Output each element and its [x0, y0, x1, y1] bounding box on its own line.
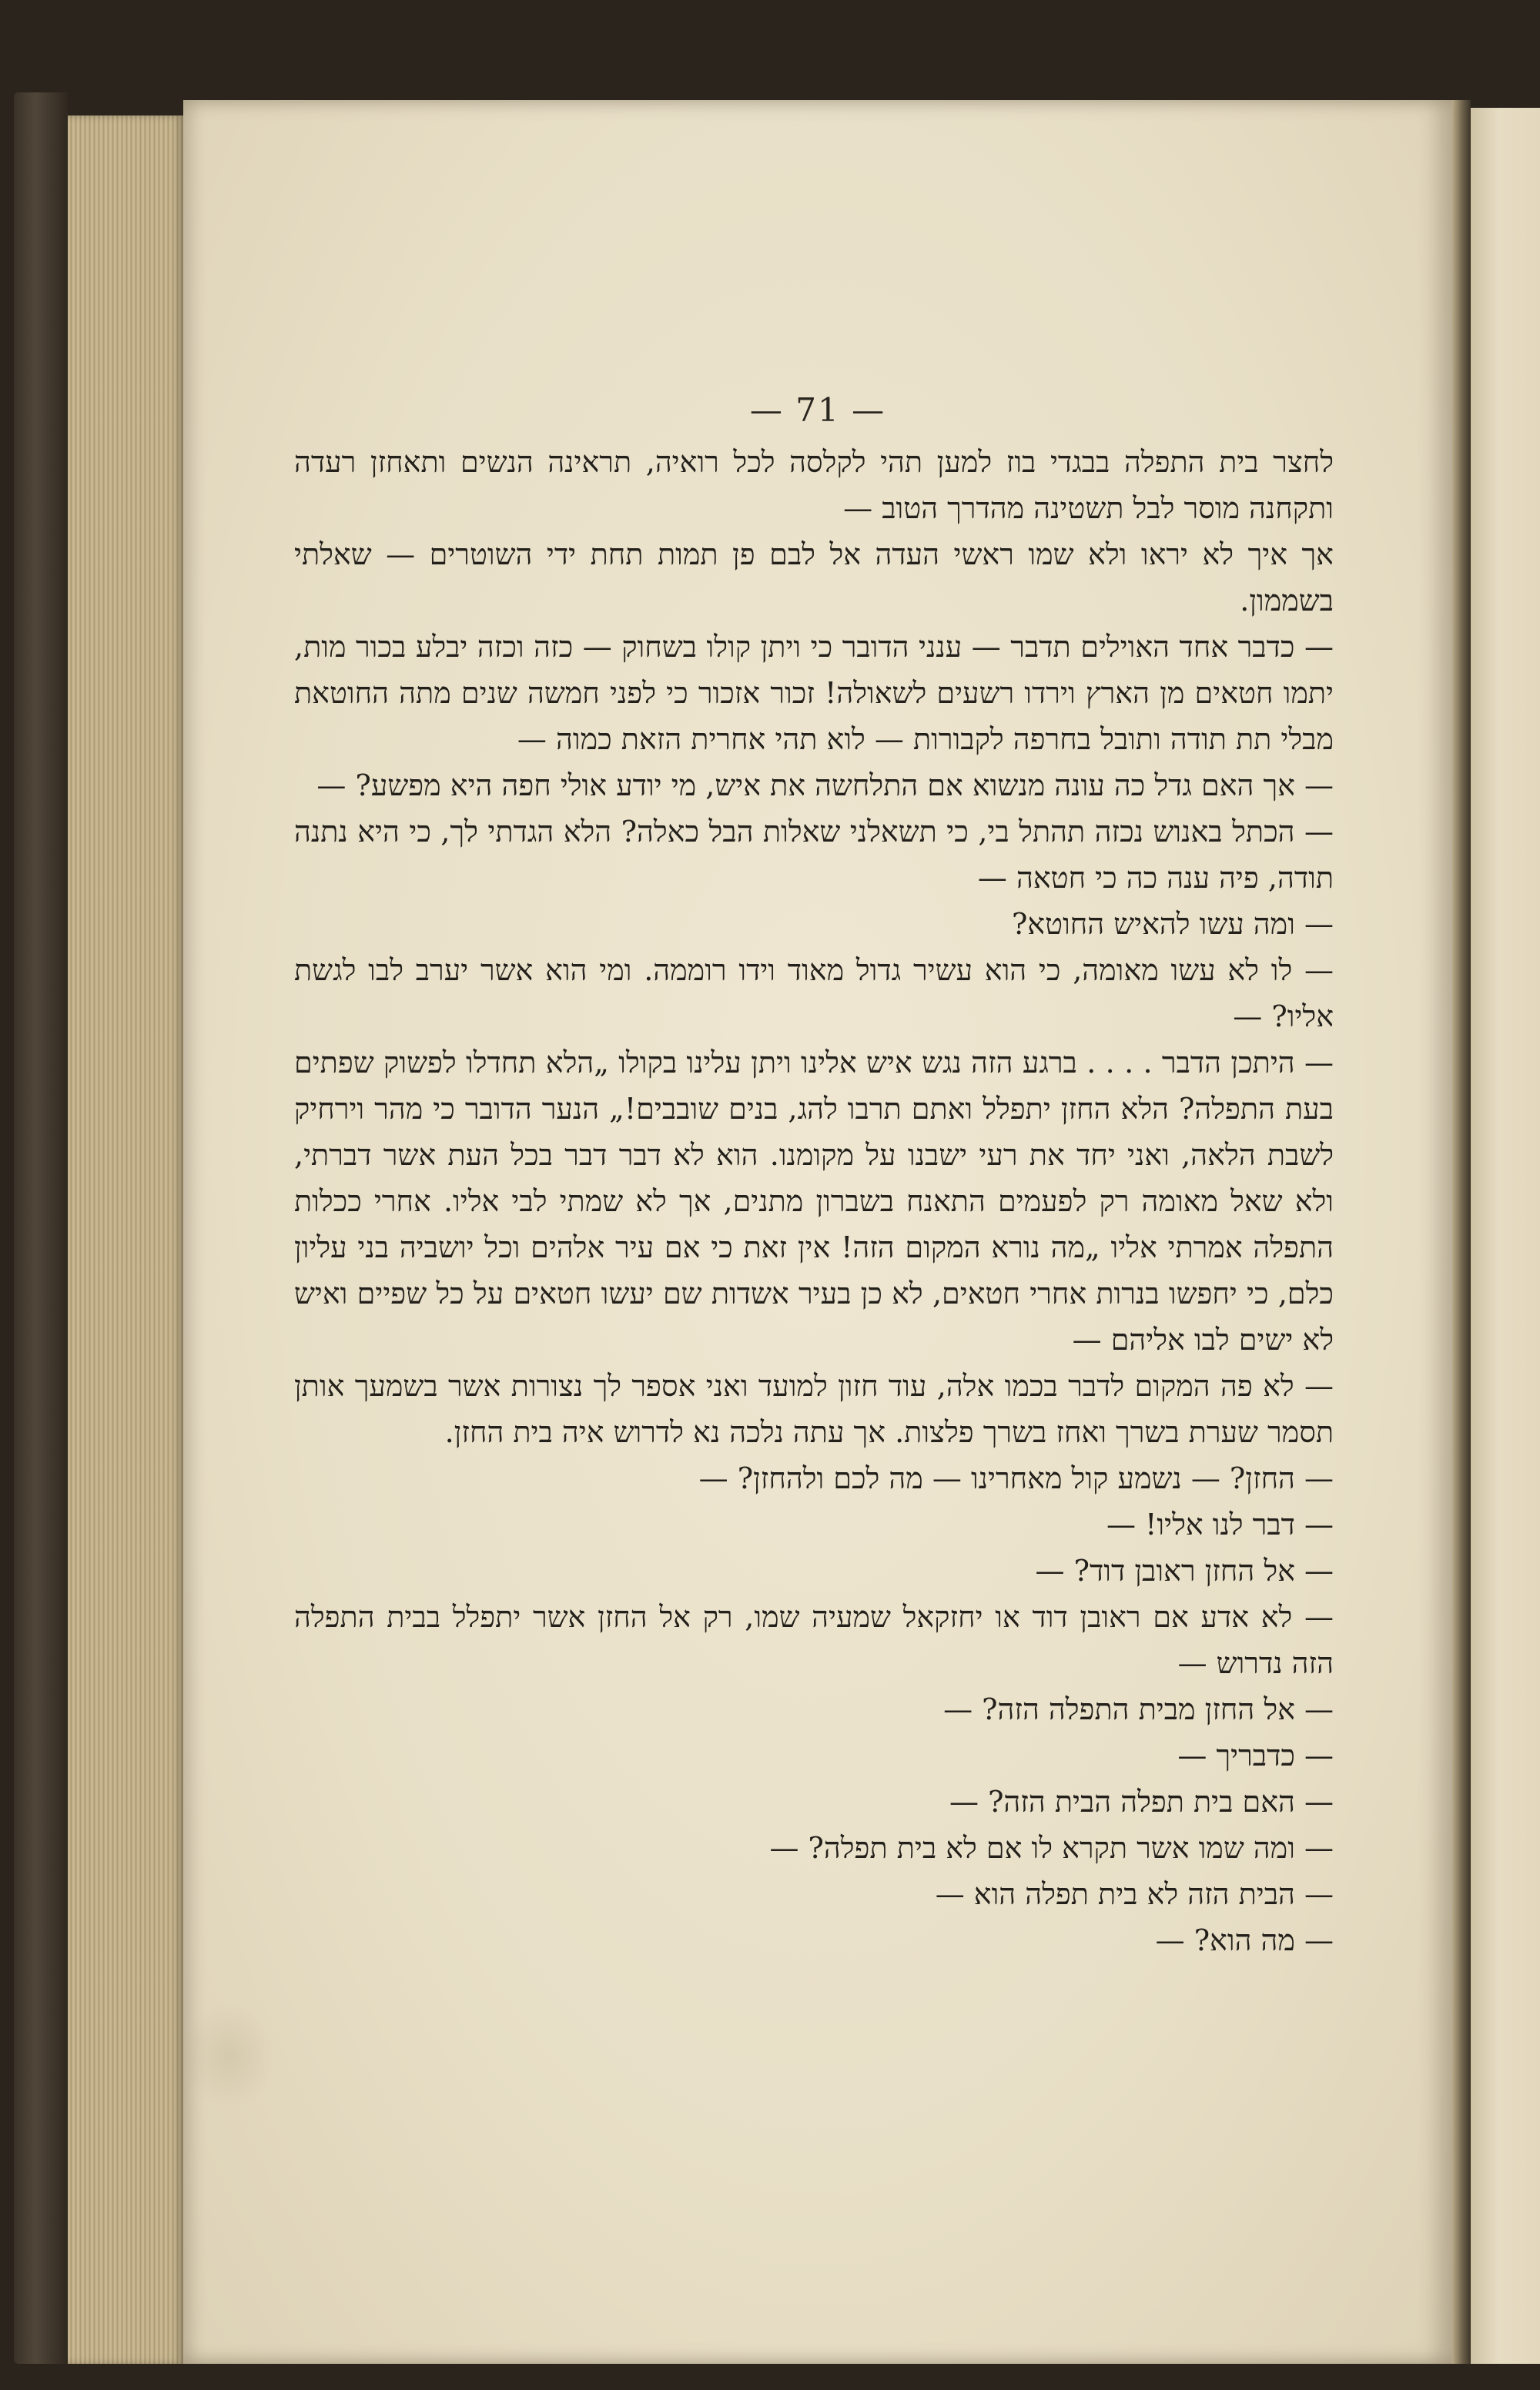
paragraph: — הכתל באנוש נכזה תהתל בי, כי תשאלני שאלות הבל כאלה? הלא הגדתי לך, כי היא נתנה תודה, פיה ענה כה כי חטאה —	[294, 815, 1334, 895]
paragraph: לחצר בית התפלה בבגדי בוז למען תהי לקלסה לכל רואיה, תראינה הנשים ותאחזן רעדה ותקחנה מוסר לבל תשטינה מהדרך הטוב —	[294, 445, 1334, 525]
book-page	[183, 100, 1452, 2364]
paragraph: — ומה עשו להאיש החוטא?	[1011, 907, 1334, 941]
paragraph: — לא אדע אם ראובן דוד או יחזקאל שמעיה שמו, רק אל החזן אשר יתפלל בבית התפלה הזה נדרוש —	[294, 1600, 1334, 1680]
paper-stain	[183, 2002, 276, 2110]
paragraph: — הבית הזה לא בית תפלה הוא —	[935, 1877, 1334, 1911]
paragraph: — לא פה המקום לדבר בכמו אלה, עוד חזון למועד ואני אספר לך נצורות אשר בשמעך אותן תסמר שערת בשרך ואחז בשרך פלצות. אך עתה נלכה נא לדרוש איה בית החזן.	[294, 1369, 1334, 1449]
paragraph: אך איך לא יראו ולא שמו ראשי העדה אל לבם פן תמות תחת ידי השוטרים — שאלתי בשממון.	[294, 537, 1334, 618]
paragraph: — החזן? — נשמע קול מאחרינו — מה לכם ולהחזן? —	[698, 1461, 1334, 1495]
paragraph: — האם בית תפלה הבית הזה? —	[949, 1785, 1334, 1819]
book-cover-edge	[14, 92, 68, 2364]
paragraph: — אל החזן מבית התפלה הזה? —	[943, 1692, 1334, 1726]
paragraph: — ומה שמו אשר תקרא לו אם לא בית תפלה? —	[769, 1831, 1334, 1865]
paragraph: — לו לא עשו מאומה, כי הוא עשיר גדול מאוד וידו רוממה. ומי הוא אשר יערב לבו לגשת אליו? —	[294, 953, 1334, 1033]
page-text	[294, 439, 1334, 1963]
page-edges	[68, 115, 183, 2364]
paragraph: — אך האם גדל כה עונה מנשוא אם התלחשה את איש, מי יודע אולי חפה היא מפשע? —	[316, 768, 1334, 802]
next-page-edge	[1471, 108, 1540, 2364]
paragraph: — מה הוא? —	[1155, 1923, 1334, 1957]
paragraph: — כדבריך —	[1177, 1739, 1334, 1772]
paragraph: — אל החזן ראובן דוד? —	[1035, 1554, 1334, 1588]
paragraph: — היתכן הדבר . . . . ברגע הזה נגש איש אלינו ויתן עלינו בקולו „הלא תחדלו לפשוק שפתים בעת התפלה? הלא החזן יתפלל ואתם תרבו להג, בנים שובבים!„ הנער הדובר כי מהר וירחיק לשבת הלאה, ואני יחד את רעי ישבנו על מקומנו. הוא לא דבר דבר בכל העת אשר דברתי, ולא שאל מאומה רק לפעמים התאנח בשברון מתנים, אך לא שמתי לבי אליו. אחרי ככלות התפלה אמרתי אליו „מה נורא המקום הזה! אין זאת כי אם עיר אלהים וכל יושביה בני עליון כלם, כי יחפשו בנרות אחרי חטאים, לא כן בעיר אשדות שם יעשו חטאים על כל שפיים ואיש לא ישים לבו אליהם —	[294, 1046, 1334, 1357]
page-number: — 71 —	[749, 391, 886, 429]
paragraph: — כדבר אחד האוילים תדבר — ענני הדובר כי ויתן קולו בשחוק — כזה וכזה יבלע בכור מות, יתמו חטאים מן הארץ וירדו רשעים לשאולה! זכור אזכור כי לפני חמשה שנים מתה החוטאת מבלי תת תודה ותובל בחרפה לקבורות — לוא תהי אחרית הזאת כמוה —	[294, 630, 1334, 756]
paragraph: — דבר לנו אליו! —	[1106, 1508, 1334, 1541]
book-gutter	[1452, 100, 1471, 2364]
